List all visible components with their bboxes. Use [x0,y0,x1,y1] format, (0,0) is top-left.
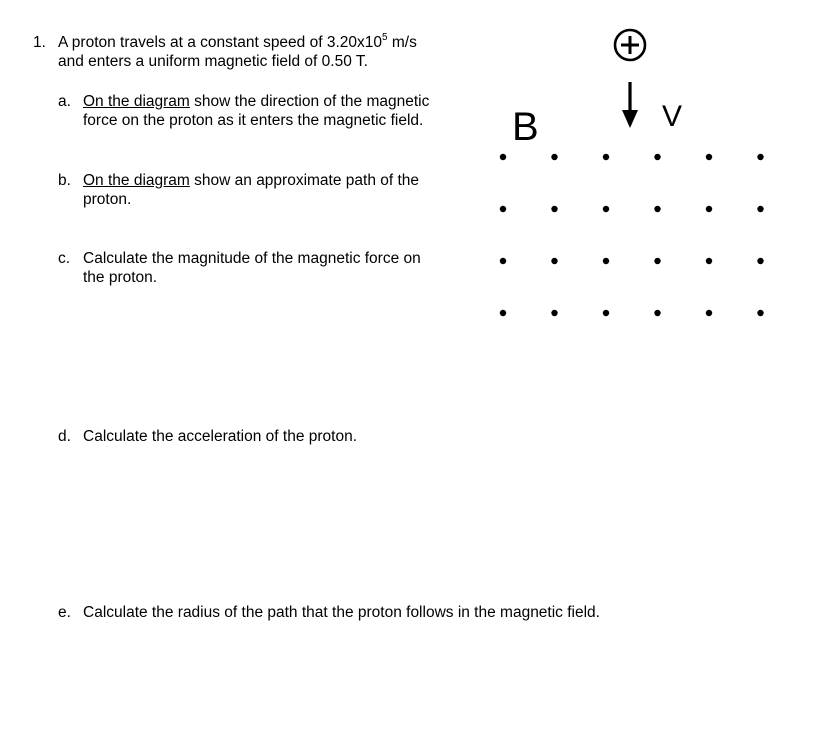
velocity-arrow-icon [622,82,638,128]
question-intro-line1: A proton travels at a constant speed of $3.20x10^5$ m/s [58,31,417,51]
velocity-label-v: V [662,100,683,133]
part-d-line1: Calculate the acceleration of the proton. [83,428,358,445]
field-dot-grid [500,154,764,316]
part-c-letter: c. [58,250,71,267]
part-d-letter: d. [58,428,71,445]
field-dot [757,206,763,212]
field-dot [500,154,506,160]
part-c-line2: the proton. [83,269,158,286]
part-a-line2: force on the proton as it enters the magnetic field. [83,112,424,129]
field-dot [757,258,763,264]
part-c-line1: Calculate the magnitude of the magnetic force on [83,250,421,267]
field-dot [757,310,763,316]
field-dot [706,258,712,264]
question-number: 1. [33,34,46,51]
field-dot [551,258,557,264]
part-b-line1: On the diagram show an approximate path of the [83,172,420,189]
field-dot [654,206,660,212]
field-dot [551,206,557,212]
field-dot [706,310,712,316]
field-dot [757,154,763,160]
field-dot [551,310,557,316]
field-label-b: B [512,105,539,149]
part-b-letter: b. [58,172,71,189]
part-b-line2: proton. [83,191,132,208]
question-intro-line2: and enters a uniform magnetic field of 0.50 T. [58,53,368,70]
proton-charge-icon [615,30,645,60]
field-dot [500,258,506,264]
field-dot [500,206,506,212]
field-dot [706,154,712,160]
field-dot [706,206,712,212]
part-e-letter: e. [58,604,71,621]
field-dot [603,310,609,316]
field-dot [500,310,506,316]
field-dot [603,206,609,212]
field-dot [551,154,557,160]
field-dot [603,154,609,160]
part-a-line1: On the diagram show the direction of the magnetic [83,93,430,110]
field-dot [654,258,660,264]
part-a-letter: a. [58,93,71,110]
field-dot [603,258,609,264]
field-dot [654,154,660,160]
part-e-line1: Calculate the radius of the path that the proton follows in the magnetic field. [83,604,600,621]
field-dot [654,310,660,316]
